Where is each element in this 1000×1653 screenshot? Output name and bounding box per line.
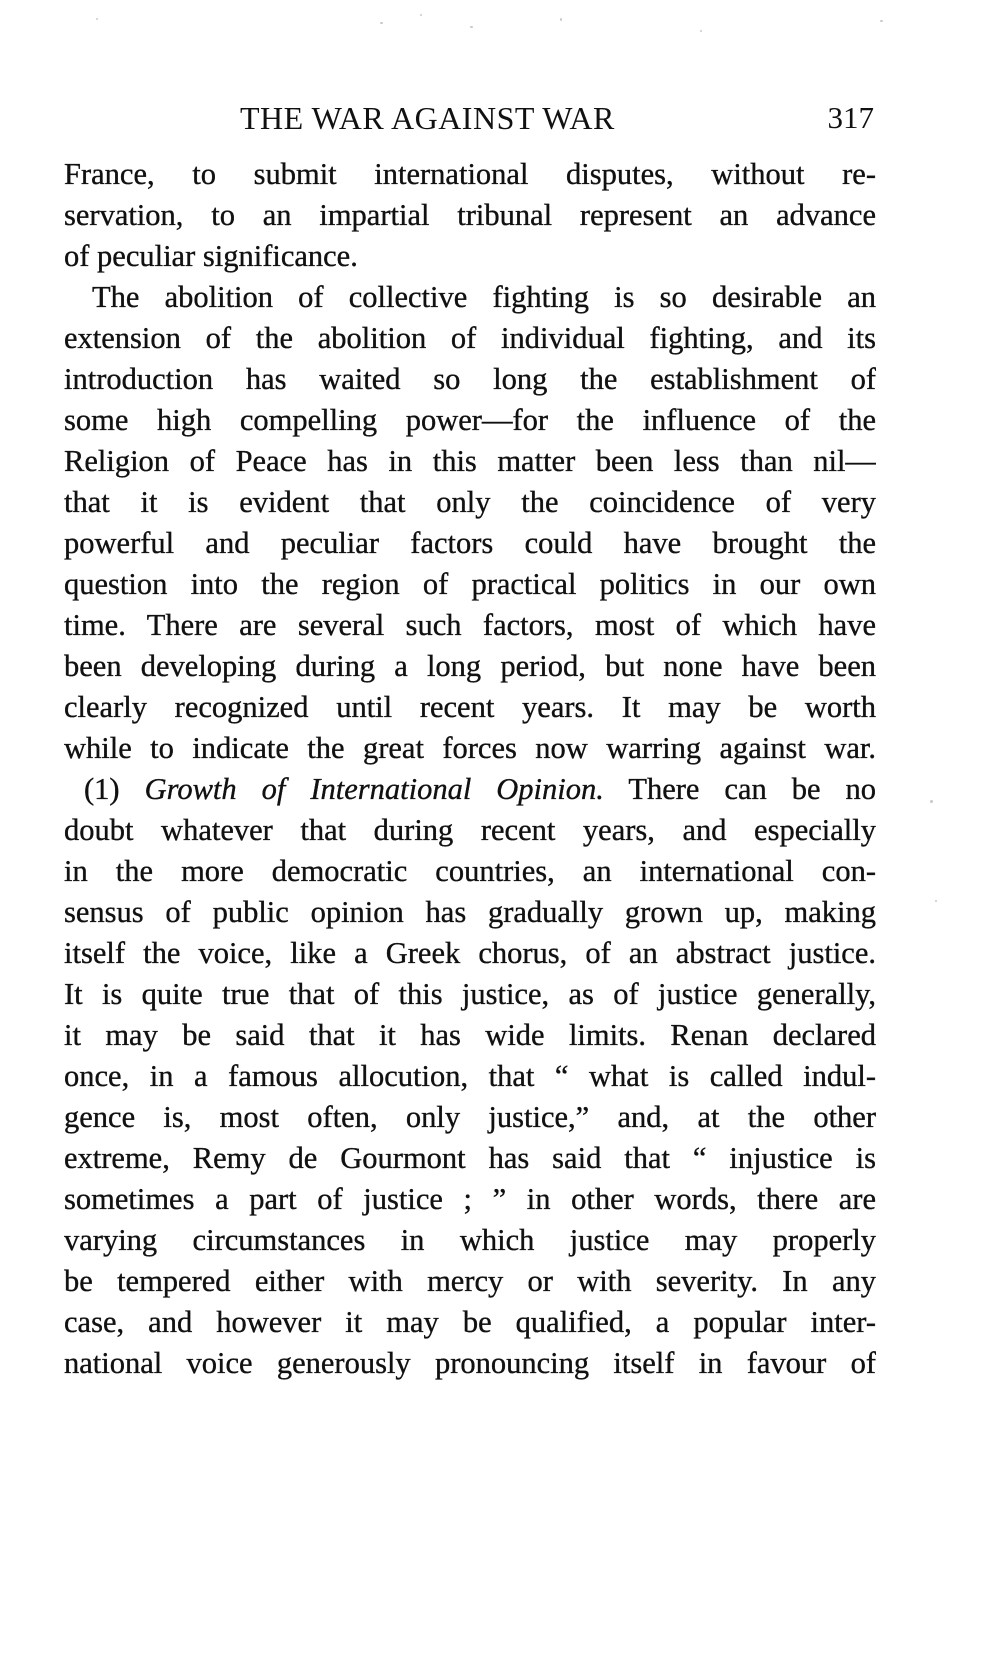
paragraph-3 bbox=[64, 769, 876, 1384]
text-line: some high compelling power—for the influence of the bbox=[64, 403, 876, 437]
paragraph-1 bbox=[64, 154, 876, 277]
text-line: sometimes a part of justice ; ” in other words, there are bbox=[64, 1182, 876, 1216]
text-line: sensus of public opinion has gradually grown up, making bbox=[64, 895, 876, 929]
paragraph-2 bbox=[64, 277, 876, 769]
scan-speck bbox=[380, 22, 383, 24]
text-line: doubt whatever that during recent years, and especially bbox=[64, 813, 876, 847]
text-line: extreme, Remy de Gourmont has said that “ injustice is bbox=[64, 1141, 876, 1175]
text-line: in the more democratic countries, an international con- bbox=[64, 854, 876, 888]
scan-speck bbox=[700, 30, 702, 32]
body-text bbox=[64, 154, 876, 1384]
section-number: (1) bbox=[84, 772, 120, 806]
text-line: itself the voice, like a Greek chorus, of an abstract justice. bbox=[64, 936, 876, 970]
running-title: THE WAR AGAINST WAR bbox=[240, 100, 615, 136]
text-line: national voice generously pronouncing itself in favour of bbox=[64, 1346, 876, 1380]
text-line: The abolition of collective fighting is so desirable an bbox=[92, 280, 876, 314]
text-line: powerful and peculiar factors could have brought the bbox=[64, 526, 876, 560]
text-line: while to indicate the great forces now warring against war. bbox=[64, 731, 876, 765]
text-line: question into the region of practical politics in our own bbox=[64, 567, 876, 601]
text-line: been developing during a long period, but none have been bbox=[64, 649, 876, 683]
text-line: Religion of Peace has in this matter been less than nil— bbox=[64, 444, 876, 478]
scan-speck bbox=[930, 800, 933, 803]
text-line: It is quite true that of this justice, as of justice generally, bbox=[64, 977, 876, 1011]
text-line: clearly recognized until recent years. It may be worth bbox=[64, 690, 876, 724]
text-line: be tempered either with mercy or with severity. In any bbox=[64, 1264, 876, 1298]
section-heading-rest: There can be no bbox=[628, 772, 876, 806]
scan-speck bbox=[470, 26, 473, 28]
text-line: time. There are several such factors, most of which have bbox=[64, 608, 876, 642]
section-heading-line bbox=[64, 769, 876, 810]
text-line: servation, to an impartial tribunal represent an advance bbox=[64, 198, 876, 232]
text-line: once, in a famous allocution, that “ what is called indul- bbox=[64, 1059, 876, 1093]
text-line: of peculiar significance. bbox=[64, 239, 358, 273]
text-line: that it is evident that only the coincidence of very bbox=[64, 485, 876, 519]
text-line: varying circumstances in which justice may properly bbox=[64, 1223, 876, 1257]
page-number: 317 bbox=[827, 100, 874, 135]
scan-speck bbox=[880, 20, 883, 22]
section-heading: Growth of International Opinion. bbox=[144, 772, 604, 806]
text-line: introduction has waited so long the establishment of bbox=[64, 362, 876, 396]
running-head bbox=[64, 96, 874, 140]
scan-speck bbox=[96, 18, 98, 20]
text-line: extension of the abolition of individual fighting, and its bbox=[64, 321, 876, 355]
text-line: case, and however it may be qualified, a popular inter- bbox=[64, 1305, 876, 1339]
text-line: it may be said that it has wide limits. Renan declared bbox=[64, 1018, 876, 1052]
scan-speck bbox=[935, 900, 937, 902]
text-line: gence is, most often, only justice,” and, at the other bbox=[64, 1100, 876, 1134]
scan-speck bbox=[560, 18, 562, 21]
text-line: France, to submit international disputes, without re- bbox=[64, 157, 876, 191]
scan-speck bbox=[420, 14, 422, 16]
